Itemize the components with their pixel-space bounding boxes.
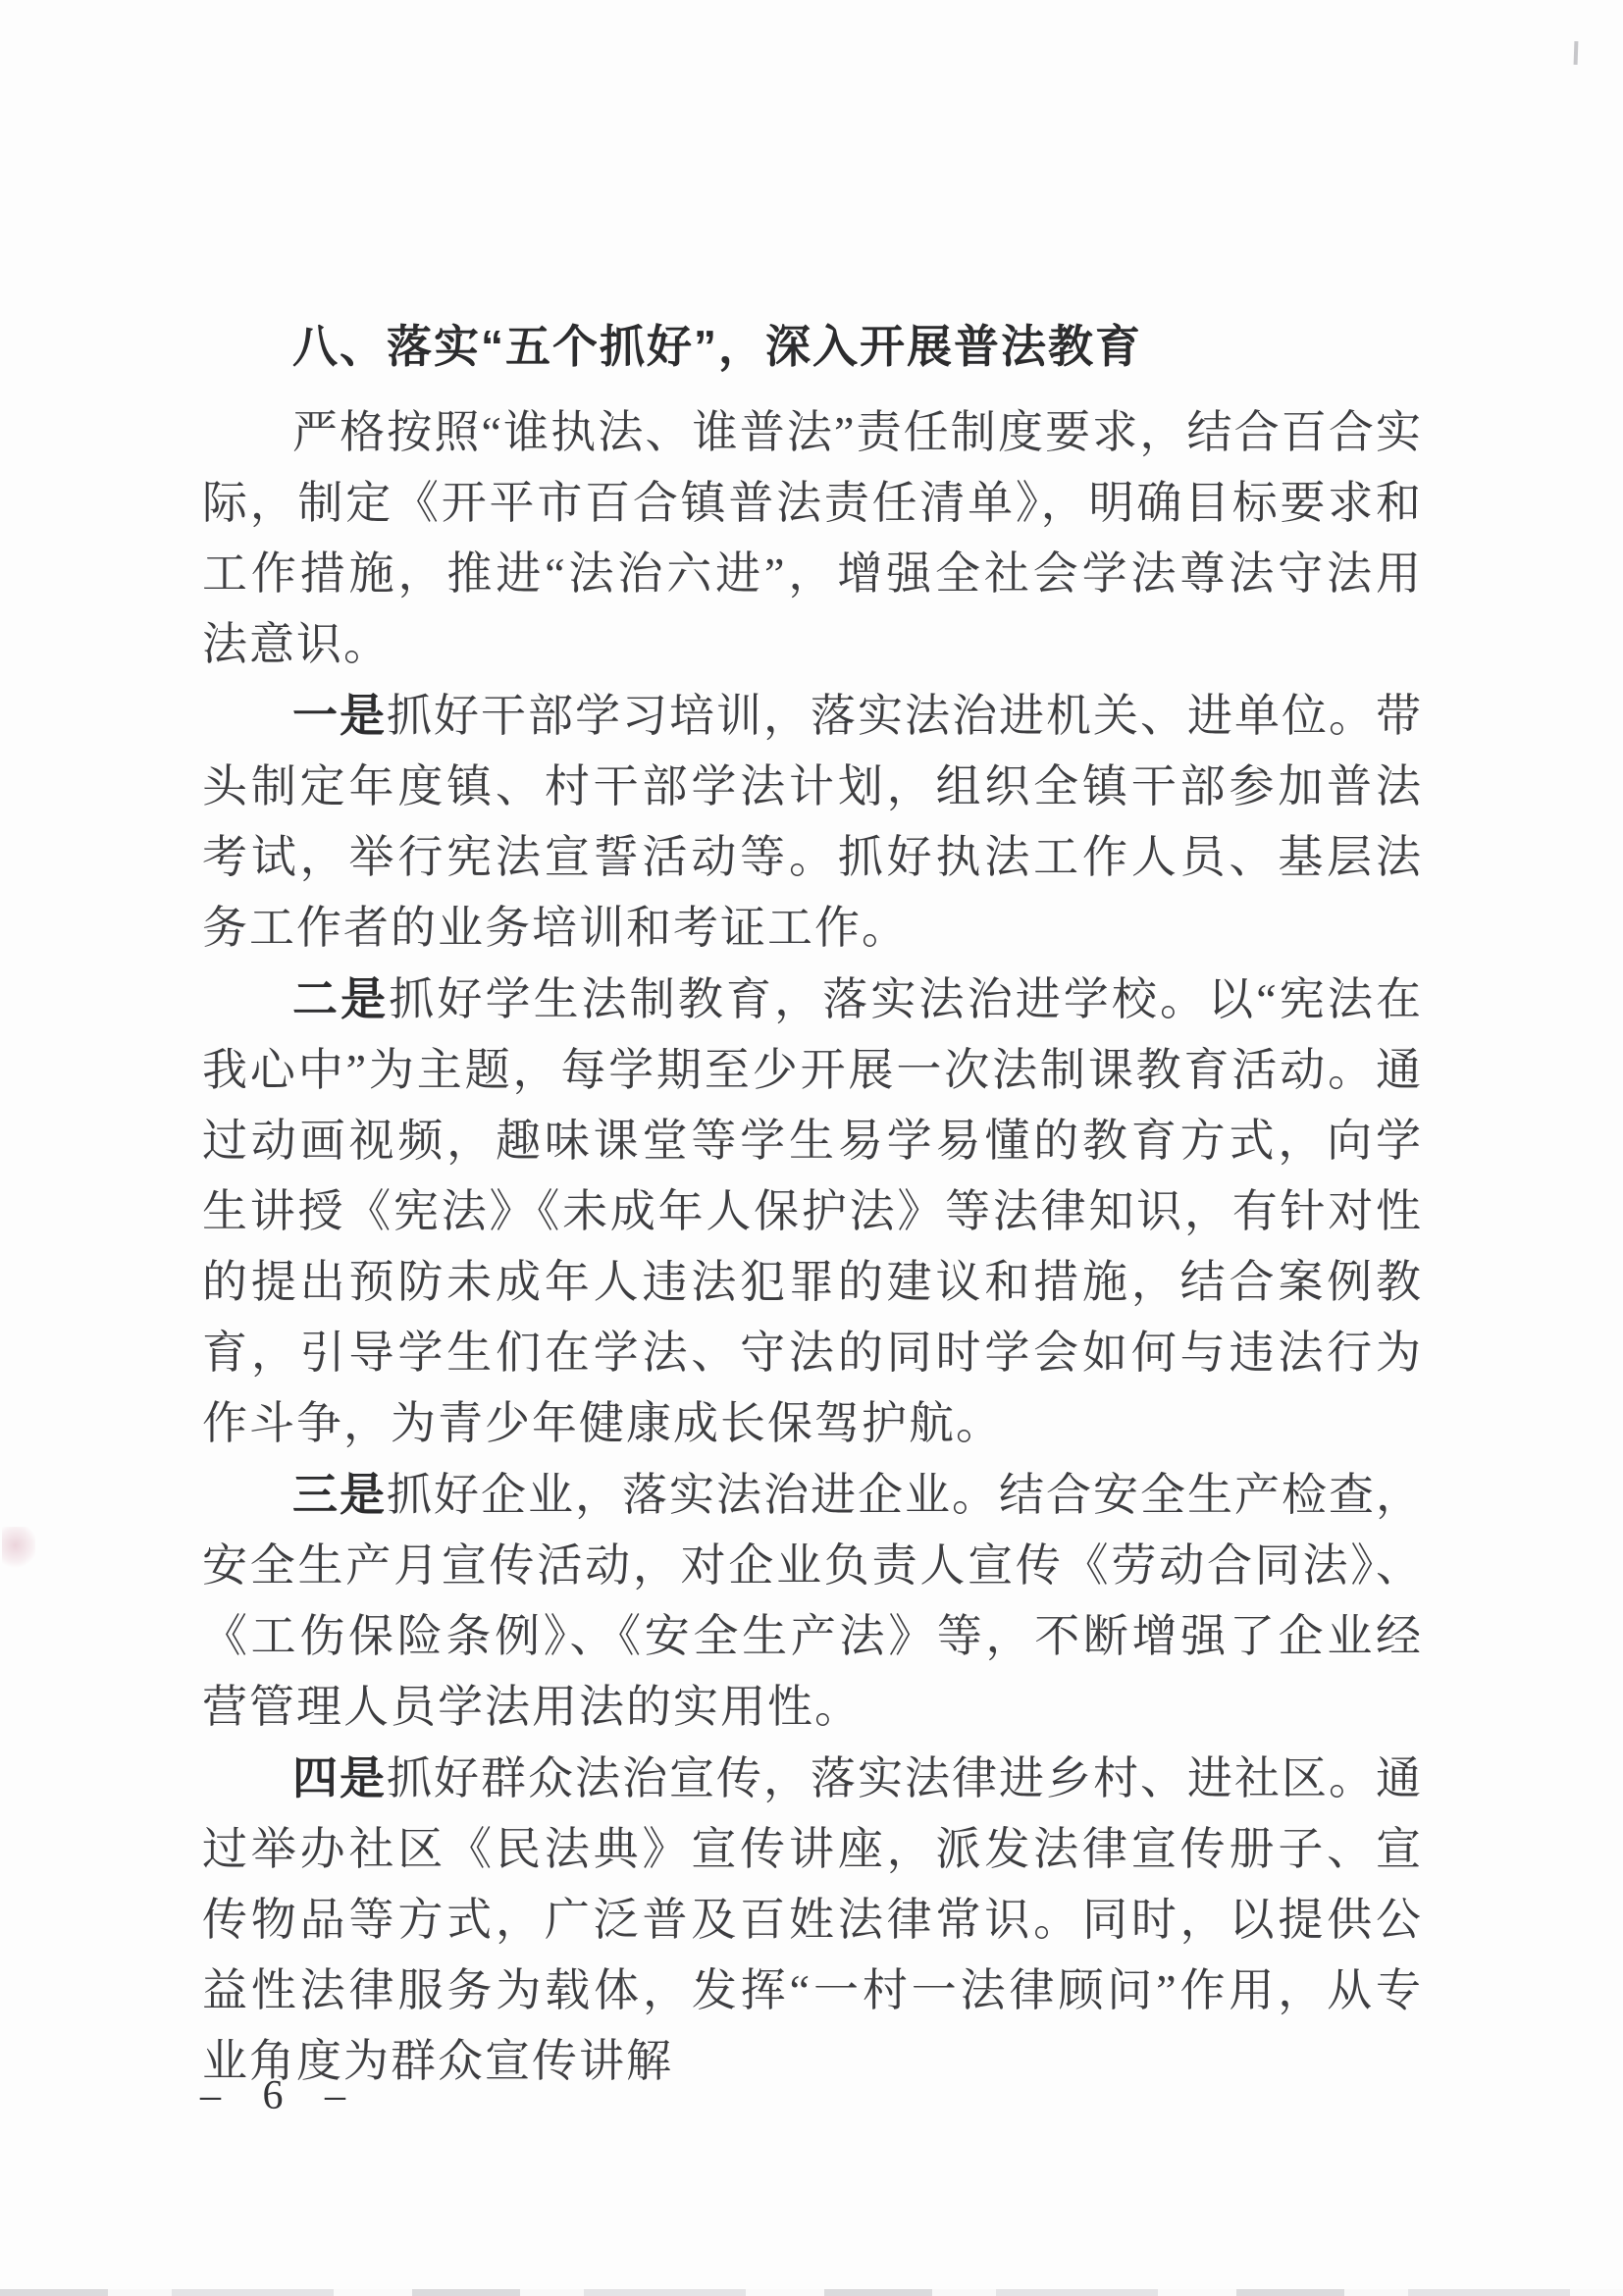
paragraph [202,396,1423,680]
scan-artifact-bottom-edge [0,2289,1623,2296]
paragraph-text: 严格按照“谁执法、谁普法”责任制度要求，结合百合实际，制定《开平市百合镇普法责任清单》，明确目标要求和工作措施，推进“法治六进”，增强全社会学法尊法守法用法意识。 [202,407,1423,669]
page-number: – 6 – [200,2073,361,2118]
section-heading: 八、落实“五个抓好”，深入开展普法教育 [292,321,1142,372]
paragraph [202,964,1423,1459]
paragraph [202,680,1423,964]
paragraph [202,1459,1423,1743]
paragraph-text: 抓好群众法治宣传，落实法律进乡村、进社区。通过举办社区《民法典》宣传讲座，派发法律宣传册子、宣传物品等方式，广泛普及百姓法律常识。同时，以提供公益性法律服务为载体，发挥“一村一法律顾问”作用，从专业角度为群众宣传讲解 [202,1753,1423,2086]
scan-artifact-tick [1574,41,1579,65]
paragraph-lead: 三是 [292,1469,387,1520]
paragraph-lead: 四是 [292,1752,387,1803]
document-body [202,310,1423,2097]
paragraph-text: 抓好干部学习培训，落实法治进机关、进单位。带头制定年度镇、村干部学法计划，组织全镇干部参加普法考试，举行宪法宣誓活动等。抓好执法工作人员、基层法务工作者的业务培训和考证工作。 [202,691,1423,953]
scan-artifact-smudge [2,1527,35,1568]
paragraph-lead: 一是 [292,690,387,741]
paragraph-lead: 二是 [292,973,390,1024]
paragraph-text: 抓好学生法制教育，落实法治进学校。以“宪法在我心中”为主题，每学期至少开展一次法制课教育活动。通过动画视频，趣味课堂等学生易学易懂的教育方式，向学生讲授《宪法》《未成年人保护法》等法律知识，有针对性的提出预防未成年人违法犯罪的建议和措施，结合案例教育，引导学生们在学法、守法的同时学会如何与违法行为作斗争，为青少年健康成长保驾护航。 [202,974,1424,1448]
paragraph [202,1743,1423,2097]
paragraph-text: 抓好企业，落实法治进企业。结合安全生产检查，安全生产月宣传活动，对企业负责人宣传《劳动合同法》、《工伤保险条例》、《安全生产法》等，不断增强了企业经营管理人员学法用法的实用性。 [202,1470,1423,1732]
